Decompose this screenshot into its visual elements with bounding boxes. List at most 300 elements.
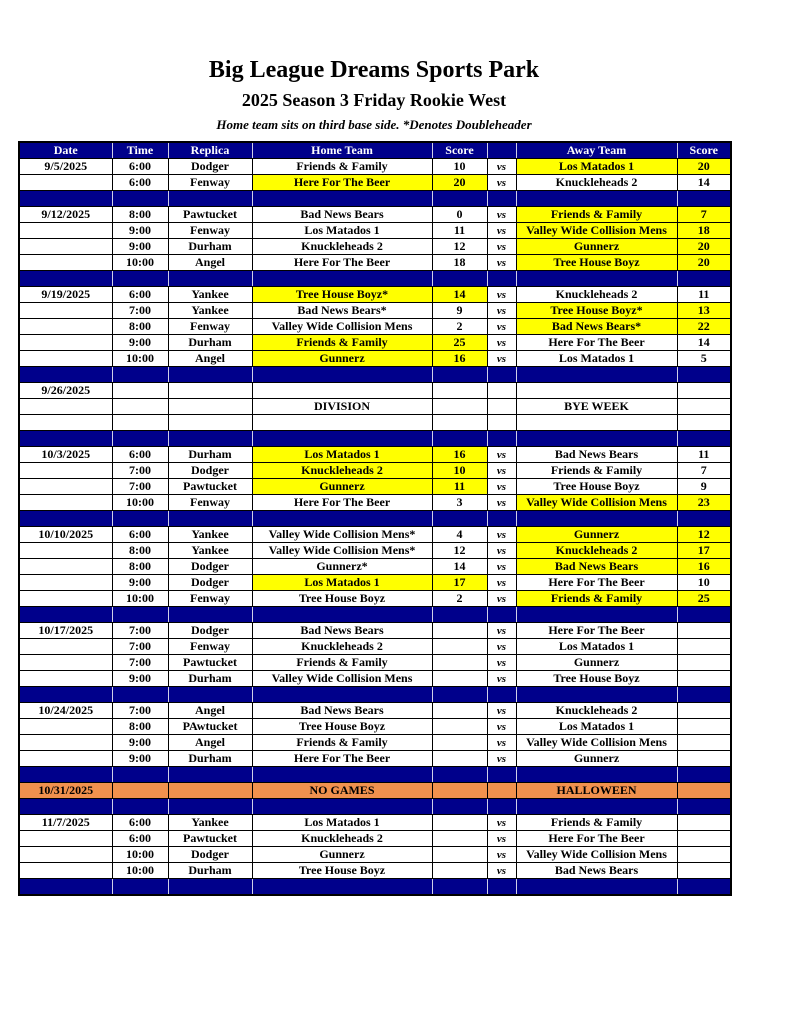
- time-cell: 10:00: [112, 255, 168, 271]
- home-score-cell: 14: [432, 559, 487, 575]
- vs-label: vs: [487, 719, 516, 735]
- home-team-cell: Valley Wide Collision Mens: [252, 319, 432, 335]
- separator-row: [19, 511, 731, 527]
- home-team-cell: Friends & Family: [252, 735, 432, 751]
- home-score-cell: 16: [432, 351, 487, 367]
- date-cell: [19, 511, 112, 527]
- date-cell: 11/7/2025: [19, 815, 112, 831]
- time-cell: 6:00: [112, 831, 168, 847]
- vs-label: vs: [487, 447, 516, 463]
- vs-label: vs: [487, 655, 516, 671]
- replica-cell: [168, 367, 252, 383]
- home-team-cell: [252, 383, 432, 399]
- home-team-cell: Friends & Family: [252, 335, 432, 351]
- away-team-cell: [516, 607, 677, 623]
- away-team-cell: Bad News Bears: [516, 447, 677, 463]
- date-cell: [19, 351, 112, 367]
- time-cell: 6:00: [112, 447, 168, 463]
- game-row: [19, 863, 731, 879]
- game-row: [19, 815, 731, 831]
- away-score-cell: 25: [677, 591, 731, 607]
- away-team-cell: Gunnerz: [516, 655, 677, 671]
- date-cell: [19, 591, 112, 607]
- away-team-cell: Gunnerz: [516, 527, 677, 543]
- home-score-cell: [432, 703, 487, 719]
- home-team-cell: Friends & Family: [252, 655, 432, 671]
- replica-cell: [168, 191, 252, 207]
- home-team-cell: DIVISION: [252, 399, 432, 415]
- date-cell: [19, 735, 112, 751]
- home-score-cell: 12: [432, 239, 487, 255]
- separator-row: [19, 687, 731, 703]
- away-team-cell: Knuckleheads 2: [516, 175, 677, 191]
- away-team-cell: Here For The Beer: [516, 831, 677, 847]
- vs-label: [487, 879, 516, 896]
- replica-cell: [168, 511, 252, 527]
- away-team-cell: [516, 879, 677, 896]
- page-note: Home team sits on third base side. *Denotes Doubleheader: [216, 117, 532, 132]
- schedule-sheet: [18, 56, 730, 896]
- away-score-cell: [677, 367, 731, 383]
- replica-cell: [168, 879, 252, 896]
- away-score-cell: [677, 399, 731, 415]
- replica-cell: Fenway: [168, 639, 252, 655]
- home-team-cell: Gunnerz*: [252, 559, 432, 575]
- away-score-cell: 22: [677, 319, 731, 335]
- game-row: [19, 847, 731, 863]
- away-score-cell: [677, 687, 731, 703]
- vs-label: vs: [487, 831, 516, 847]
- vs-label: vs: [487, 207, 516, 223]
- vs-label: vs: [487, 735, 516, 751]
- home-score-cell: 4: [432, 527, 487, 543]
- date-cell: 10/24/2025: [19, 703, 112, 719]
- vs-label: [487, 767, 516, 783]
- date-cell: 10/17/2025: [19, 623, 112, 639]
- vs-label: vs: [487, 351, 516, 367]
- home-team-cell: Here For The Beer: [252, 495, 432, 511]
- time-cell: 8:00: [112, 207, 168, 223]
- vs-label: vs: [487, 623, 516, 639]
- vs-label: [487, 431, 516, 447]
- away-team-cell: [516, 687, 677, 703]
- replica-cell: Dodger: [168, 847, 252, 863]
- replica-cell: Durham: [168, 863, 252, 879]
- away-score-cell: 11: [677, 287, 731, 303]
- away-score-cell: [677, 431, 731, 447]
- vs-label: vs: [487, 319, 516, 335]
- separator-row: [19, 271, 731, 287]
- time-cell: [112, 783, 168, 799]
- away-score-cell: 17: [677, 543, 731, 559]
- replica-cell: Durham: [168, 671, 252, 687]
- away-team-cell: HALLOWEEN: [516, 783, 677, 799]
- home-team-cell: Knuckleheads 2: [252, 463, 432, 479]
- replica-cell: PAwtucket: [168, 719, 252, 735]
- vs-label: vs: [487, 159, 516, 175]
- away-score-cell: [677, 799, 731, 815]
- game-row: [19, 591, 731, 607]
- home-score-cell: [432, 847, 487, 863]
- separator-row: [19, 431, 731, 447]
- away-team-cell: Friends & Family: [516, 463, 677, 479]
- away-team-cell: Here For The Beer: [516, 575, 677, 591]
- time-cell: 6:00: [112, 815, 168, 831]
- away-score-cell: [677, 847, 731, 863]
- date-cell: [19, 239, 112, 255]
- time-cell: [112, 687, 168, 703]
- home-team-cell: NO GAMES: [252, 783, 432, 799]
- game-row: [19, 287, 731, 303]
- home-score-cell: [432, 815, 487, 831]
- home-score-cell: [432, 783, 487, 799]
- away-team-cell: [516, 799, 677, 815]
- date-cell: 10/3/2025: [19, 447, 112, 463]
- replica-cell: Dodger: [168, 575, 252, 591]
- home-score-cell: 0: [432, 207, 487, 223]
- away-team-cell: Gunnerz: [516, 239, 677, 255]
- game-row: [19, 479, 731, 495]
- away-score-cell: 14: [677, 175, 731, 191]
- replica-cell: Durham: [168, 239, 252, 255]
- date-cell: [19, 639, 112, 655]
- home-team-cell: [252, 687, 432, 703]
- game-row: [19, 303, 731, 319]
- home-team-cell: Tree House Boyz*: [252, 287, 432, 303]
- vs-label: vs: [487, 751, 516, 767]
- home-team-cell: Bad News Bears*: [252, 303, 432, 319]
- away-score-cell: [677, 751, 731, 767]
- game-row: [19, 463, 731, 479]
- game-row: [19, 159, 731, 175]
- away-score-cell: [677, 863, 731, 879]
- away-team-cell: Gunnerz: [516, 751, 677, 767]
- date-cell: 9/26/2025: [19, 383, 112, 399]
- date-cell: 10/31/2025: [19, 783, 112, 799]
- home-team-cell: Valley Wide Collision Mens*: [252, 527, 432, 543]
- home-team-cell: [252, 511, 432, 527]
- home-score-cell: [432, 799, 487, 815]
- bye-row: [19, 383, 731, 399]
- away-team-cell: Bad News Bears*: [516, 319, 677, 335]
- game-row: [19, 655, 731, 671]
- time-cell: [112, 367, 168, 383]
- away-score-cell: [677, 831, 731, 847]
- game-row: [19, 351, 731, 367]
- away-team-cell: Valley Wide Collision Mens: [516, 847, 677, 863]
- away-team-cell: Valley Wide Collision Mens: [516, 735, 677, 751]
- special-row: [19, 783, 731, 799]
- away-score-cell: 10: [677, 575, 731, 591]
- date-cell: [19, 575, 112, 591]
- home-team-cell: [252, 191, 432, 207]
- home-team-cell: Gunnerz: [252, 479, 432, 495]
- time-cell: 8:00: [112, 559, 168, 575]
- replica-cell: [168, 399, 252, 415]
- home-team-cell: Here For The Beer: [252, 751, 432, 767]
- away-team-cell: Los Matados 1: [516, 639, 677, 655]
- away-team-cell: Los Matados 1: [516, 351, 677, 367]
- home-score-cell: [432, 623, 487, 639]
- time-cell: 7:00: [112, 463, 168, 479]
- away-score-cell: 12: [677, 527, 731, 543]
- vs-label: vs: [487, 815, 516, 831]
- home-score-cell: 2: [432, 319, 487, 335]
- home-score-cell: 16: [432, 447, 487, 463]
- replica-cell: Yankee: [168, 543, 252, 559]
- home-team-cell: [252, 879, 432, 896]
- page-title: Big League Dreams Sports Park: [208, 57, 540, 83]
- vs-label: vs: [487, 495, 516, 511]
- home-score-cell: [432, 767, 487, 783]
- vs-label: [487, 191, 516, 207]
- replica-cell: [168, 607, 252, 623]
- away-score-cell: [677, 719, 731, 735]
- away-score-cell: 13: [677, 303, 731, 319]
- away-team-cell: Friends & Family: [516, 207, 677, 223]
- home-score-cell: [432, 655, 487, 671]
- replica-cell: Yankee: [168, 287, 252, 303]
- away-score-cell: [677, 191, 731, 207]
- home-team-cell: Valley Wide Collision Mens: [252, 671, 432, 687]
- vs-label: vs: [487, 463, 516, 479]
- page-subtitle: 2025 Season 3 Friday Rookie West: [241, 90, 507, 110]
- home-score-cell: 12: [432, 543, 487, 559]
- date-cell: [19, 751, 112, 767]
- away-score-cell: 16: [677, 559, 731, 575]
- replica-cell: [168, 383, 252, 399]
- date-cell: [19, 271, 112, 287]
- time-cell: 7:00: [112, 703, 168, 719]
- vs-label: [487, 383, 516, 399]
- vs-label: vs: [487, 175, 516, 191]
- away-team-cell: [516, 431, 677, 447]
- date-cell: [19, 463, 112, 479]
- away-score-cell: [677, 815, 731, 831]
- away-score-cell: [677, 879, 731, 896]
- replica-cell: Durham: [168, 447, 252, 463]
- replica-cell: [168, 799, 252, 815]
- replica-cell: Pawtucket: [168, 831, 252, 847]
- date-cell: [19, 175, 112, 191]
- vs-label: [487, 399, 516, 415]
- header-replica: Replica: [168, 142, 252, 159]
- replica-cell: Fenway: [168, 591, 252, 607]
- date-cell: [19, 479, 112, 495]
- game-row: [19, 207, 731, 223]
- away-score-cell: [677, 607, 731, 623]
- home-score-cell: [432, 719, 487, 735]
- home-score-cell: [432, 191, 487, 207]
- away-team-cell: [516, 367, 677, 383]
- date-cell: [19, 655, 112, 671]
- away-score-cell: [677, 735, 731, 751]
- date-cell: [19, 767, 112, 783]
- home-team-cell: [252, 767, 432, 783]
- vs-label: [487, 367, 516, 383]
- date-cell: [19, 255, 112, 271]
- away-team-cell: Valley Wide Collision Mens: [516, 495, 677, 511]
- home-score-cell: [432, 735, 487, 751]
- away-score-cell: 14: [677, 335, 731, 351]
- home-team-cell: [252, 415, 432, 431]
- away-team-cell: Knuckleheads 2: [516, 287, 677, 303]
- time-cell: [112, 879, 168, 896]
- replica-cell: Dodger: [168, 559, 252, 575]
- game-row: [19, 319, 731, 335]
- date-cell: [19, 303, 112, 319]
- vs-label: [487, 783, 516, 799]
- replica-cell: Angel: [168, 735, 252, 751]
- home-team-cell: Tree House Boyz: [252, 863, 432, 879]
- away-score-cell: [677, 671, 731, 687]
- home-team-cell: Friends & Family: [252, 159, 432, 175]
- replica-cell: Fenway: [168, 319, 252, 335]
- vs-label: vs: [487, 559, 516, 575]
- replica-cell: [168, 687, 252, 703]
- replica-cell: Dodger: [168, 159, 252, 175]
- replica-cell: Dodger: [168, 463, 252, 479]
- date-cell: [19, 415, 112, 431]
- home-score-cell: [432, 431, 487, 447]
- time-cell: 8:00: [112, 719, 168, 735]
- game-row: [19, 575, 731, 591]
- replica-cell: Dodger: [168, 623, 252, 639]
- away-score-cell: 20: [677, 159, 731, 175]
- away-team-cell: [516, 511, 677, 527]
- home-score-cell: 20: [432, 175, 487, 191]
- time-cell: 9:00: [112, 671, 168, 687]
- home-score-cell: [432, 607, 487, 623]
- home-team-cell: [252, 607, 432, 623]
- away-team-cell: Tree House Boyz: [516, 671, 677, 687]
- away-score-cell: 7: [677, 463, 731, 479]
- away-score-cell: [677, 639, 731, 655]
- game-row: [19, 335, 731, 351]
- vs-label: [487, 415, 516, 431]
- time-cell: 10:00: [112, 591, 168, 607]
- time-cell: 6:00: [112, 175, 168, 191]
- home-team-cell: Valley Wide Collision Mens*: [252, 543, 432, 559]
- home-score-cell: 2: [432, 591, 487, 607]
- game-row: [19, 495, 731, 511]
- time-cell: 7:00: [112, 639, 168, 655]
- game-row: [19, 719, 731, 735]
- home-team-cell: Here For The Beer: [252, 255, 432, 271]
- date-cell: [19, 671, 112, 687]
- header-vs-spacer: [487, 142, 516, 159]
- home-team-cell: [252, 431, 432, 447]
- game-row: [19, 703, 731, 719]
- home-score-cell: 25: [432, 335, 487, 351]
- time-cell: 9:00: [112, 335, 168, 351]
- home-team-cell: Los Matados 1: [252, 223, 432, 239]
- away-team-cell: Friends & Family: [516, 815, 677, 831]
- away-score-cell: [677, 703, 731, 719]
- home-score-cell: [432, 831, 487, 847]
- date-cell: [19, 191, 112, 207]
- away-score-cell: 7: [677, 207, 731, 223]
- bye-row: [19, 415, 731, 431]
- home-team-cell: Tree House Boyz: [252, 591, 432, 607]
- time-cell: 9:00: [112, 735, 168, 751]
- replica-cell: Fenway: [168, 175, 252, 191]
- game-row: [19, 671, 731, 687]
- away-team-cell: BYE WEEK: [516, 399, 677, 415]
- game-row: [19, 623, 731, 639]
- home-team-cell: Los Matados 1: [252, 815, 432, 831]
- game-row: [19, 527, 731, 543]
- time-cell: 10:00: [112, 495, 168, 511]
- date-cell: [19, 495, 112, 511]
- date-cell: [19, 607, 112, 623]
- time-cell: [112, 415, 168, 431]
- replica-cell: [168, 431, 252, 447]
- vs-label: [487, 799, 516, 815]
- home-score-cell: [432, 687, 487, 703]
- time-cell: 8:00: [112, 319, 168, 335]
- game-row: [19, 223, 731, 239]
- replica-cell: [168, 415, 252, 431]
- table-header-row: [19, 142, 731, 159]
- away-team-cell: Valley Wide Collision Mens: [516, 223, 677, 239]
- time-cell: 10:00: [112, 847, 168, 863]
- date-cell: [19, 847, 112, 863]
- vs-label: vs: [487, 335, 516, 351]
- home-score-cell: [432, 367, 487, 383]
- away-team-cell: Los Matados 1: [516, 719, 677, 735]
- header-time: Time: [112, 142, 168, 159]
- replica-cell: Pawtucket: [168, 207, 252, 223]
- away-team-cell: Tree House Boyz*: [516, 303, 677, 319]
- time-cell: 10:00: [112, 351, 168, 367]
- date-cell: [19, 799, 112, 815]
- home-team-cell: Here For The Beer: [252, 175, 432, 191]
- time-cell: 7:00: [112, 623, 168, 639]
- date-cell: 9/12/2025: [19, 207, 112, 223]
- time-cell: 7:00: [112, 479, 168, 495]
- home-score-cell: 11: [432, 479, 487, 495]
- home-score-cell: 10: [432, 463, 487, 479]
- home-score-cell: [432, 511, 487, 527]
- replica-cell: Fenway: [168, 495, 252, 511]
- home-score-cell: [432, 271, 487, 287]
- home-score-cell: [432, 399, 487, 415]
- time-cell: 9:00: [112, 223, 168, 239]
- time-cell: [112, 383, 168, 399]
- header-home-team: Home Team: [252, 142, 432, 159]
- game-row: [19, 239, 731, 255]
- separator-row: [19, 607, 731, 623]
- time-cell: 6:00: [112, 527, 168, 543]
- schedule-table: [18, 141, 732, 896]
- home-score-cell: [432, 415, 487, 431]
- date-cell: [19, 879, 112, 896]
- home-team-cell: Knuckleheads 2: [252, 239, 432, 255]
- time-cell: 9:00: [112, 751, 168, 767]
- game-row: [19, 255, 731, 271]
- vs-label: vs: [487, 479, 516, 495]
- home-score-cell: 17: [432, 575, 487, 591]
- separator-row: [19, 191, 731, 207]
- date-cell: [19, 687, 112, 703]
- away-team-cell: Los Matados 1: [516, 159, 677, 175]
- away-team-cell: [516, 383, 677, 399]
- vs-label: [487, 511, 516, 527]
- home-team-cell: Bad News Bears: [252, 207, 432, 223]
- vs-label: [487, 271, 516, 287]
- away-team-cell: Tree House Boyz: [516, 255, 677, 271]
